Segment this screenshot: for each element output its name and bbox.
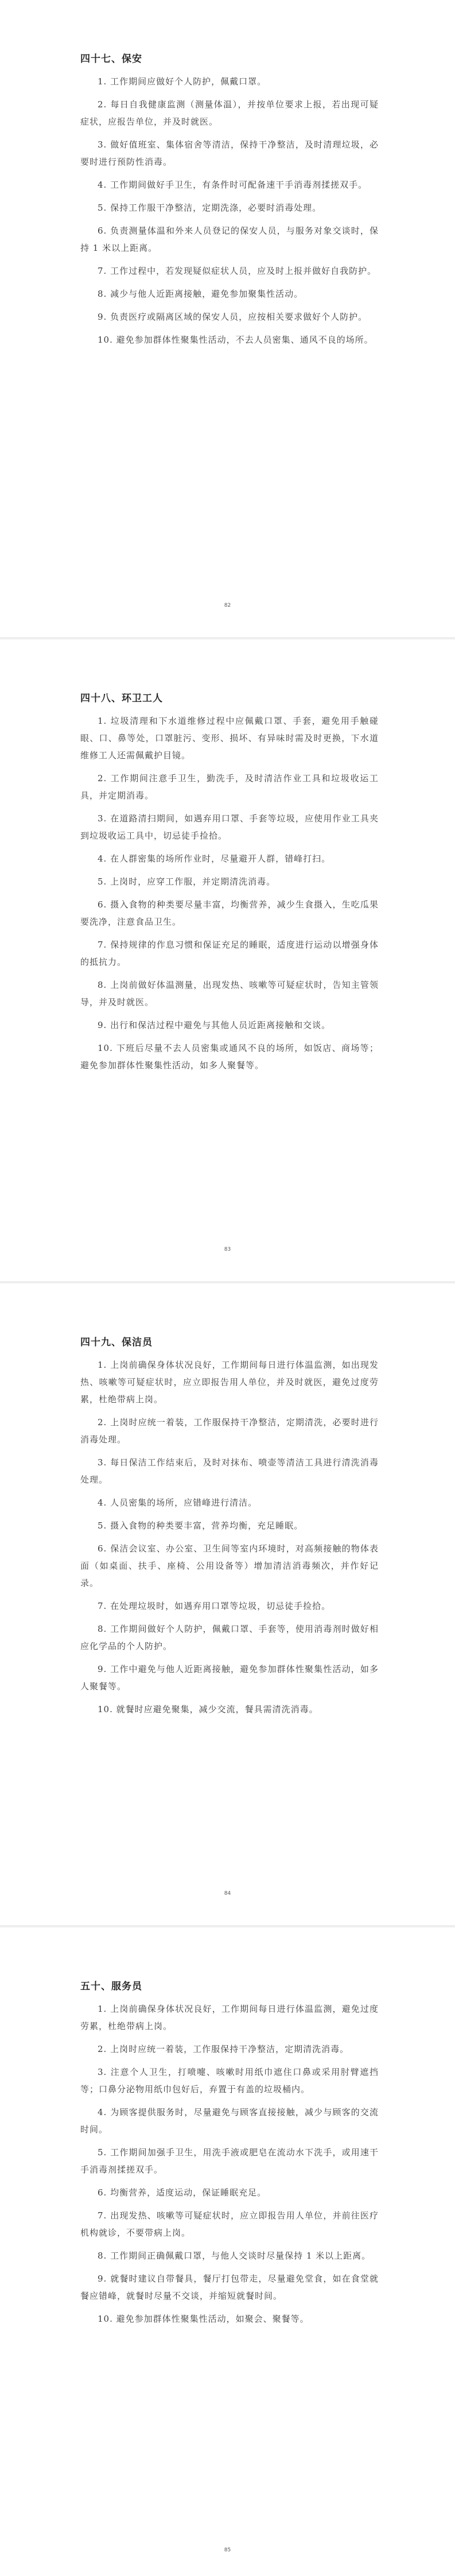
section-block (80, 1978, 379, 2333)
section-block (80, 690, 379, 1080)
paragraph: 7. 保持规律的作息习惯和保证充足的睡眠，适度进行运动以增强身体的抵抗力。 (80, 940, 379, 967)
paragraph: 4. 人员密集的场所，应错峰进行清洁。 (98, 1498, 258, 1508)
paragraph: 3. 每日保洁工作结束后，及时对抹布、喷壶等清洁工具进行清洗消毒处理。 (80, 1457, 379, 1485)
paragraph: 10. 下班后尽量不去人员密集或通风不良的场所，如饭店、商场等；避免参加群体性聚集性活动，如多人聚餐等。 (80, 1043, 379, 1070)
paragraph: 5. 摄入食物的种类要丰富，营养均衡，充足睡眠。 (98, 1520, 304, 1531)
paragraph: 5. 工作期间加强手卫生，用洗手液或肥皂在流动水下洗手，或用速干手消毒剂揉搓双手。 (80, 2147, 379, 2175)
paragraph: 6. 负责测量体温和外来人员登记的保安人员，与服务对象交谈时，保持 1 米以上距离。 (80, 226, 379, 253)
paragraph: 2. 上岗时应统一着装，工作服保持干净整洁，定期清洗，必要时进行消毒处理。 (80, 1417, 379, 1445)
paragraph: 4. 为顾客提供服务时，尽量避免与顾客直接接触，减少与顾客的交流时间。 (80, 2107, 379, 2135)
paragraph: 1. 工作期间应做好个人防护，佩戴口罩。 (98, 76, 267, 87)
paragraph: 7. 出现发热、咳嗽等可疑症状时，应立即报告用人单位，并前往医疗机构就诊，不要带病上岗。 (80, 2210, 379, 2238)
paragraph: 2. 每日自我健康监测（测量体温），并按单位要求上报，若出现可疑症状，应报告单位，并及时就医。 (80, 99, 379, 127)
paragraph: 3. 做好值班室、集体宿舍等清洁，保持干净整洁，及时清理垃圾，必要时进行预防性消毒。 (80, 139, 379, 167)
paragraph: 4. 在人群密集的场所作业时，尽量避开人群，错峰打扫。 (98, 854, 331, 864)
section-title: 四十九、保洁员 (80, 1337, 153, 1348)
paragraph: 1. 上岗前确保身体状况良好，工作期间每日进行体温监测，如出现发热、咳嗽等可疑症状时，应立即报告用人单位，并及时就医，避免过度劳累，杜绝带病上岗。 (80, 1360, 379, 1405)
paragraph: 5. 保持工作服干净整洁，定期洗涤，必要时消毒处理。 (98, 203, 322, 213)
paragraph: 9. 工作中避免与他人近距离接触，避免参加群体性聚集性活动，如多人聚餐等。 (80, 1664, 379, 1692)
paragraph: 2. 工作期间注意手卫生，勤洗手，及时清洁作业工具和垃圾收运工具，并定期消毒。 (80, 773, 379, 801)
section-title: 四十七、保安 (80, 53, 142, 65)
section-title: 五十、服务员 (80, 1981, 142, 1992)
document-page (0, 1283, 455, 1925)
paragraph: 2. 上岗时应统一着装，工作服保持干净整洁，定期清洗消毒。 (98, 2044, 349, 2054)
paragraph: 9. 出行和保洁过程中避免与其他人员近距离接触和交谈。 (98, 1020, 331, 1030)
paragraph: 1. 上岗前确保身体状况良好，工作期间每日进行体温监测，避免过度劳累，杜绝带病上岗。 (80, 2004, 379, 2031)
paragraph: 8. 工作期间做好个人防护，佩戴口罩、手套等，使用消毒剂时做好相应化学品的个人防护。 (80, 1624, 379, 1651)
document-page (0, 0, 455, 637)
paragraph: 3. 在道路清扫期间，如遇弃用口罩、手套等垃圾，应使用作业工具夹到垃圾收运工具中，切忌徒手捡拾。 (80, 813, 379, 841)
section-block (80, 1334, 379, 1724)
paragraph: 8. 上岗前做好体温测量，出现发热、咳嗽等可疑症状时，告知主管领导，并及时就医。 (80, 980, 379, 1007)
paragraph: 10. 避免参加群体性聚集性活动，不去人员密集、通风不良的场所。 (98, 335, 374, 345)
paragraph: 8. 工作期间正确佩戴口罩，与他人交谈时尽量保持 1 米以上距离。 (98, 2251, 371, 2261)
paragraph: 1. 垃圾清理和下水道维修过程中应佩戴口罩、手套，避免用手触碰眼、口、鼻等处，口罩脏污、变形、损坏、有异味时需及时更换，下水道维修工人还需佩戴护目镜。 (80, 716, 379, 761)
page-number: 82 (224, 603, 231, 608)
paragraph: 10. 就餐时应避免聚集，减少交流，餐具需清洗消毒。 (98, 1704, 318, 1714)
document-page (0, 1927, 455, 2576)
paragraph: 5. 上岗时，应穿工作服，并定期清洗消毒。 (98, 876, 276, 887)
document-page (0, 639, 455, 1281)
page-number: 83 (224, 1247, 231, 1252)
paragraph: 10. 避免参加群体性聚集性活动，如聚会、聚餐等。 (98, 2314, 309, 2324)
paragraph: 8. 减少与他人近距离接触，避免参加聚集性活动。 (98, 289, 304, 299)
paragraph: 7. 在处理垃圾时，如遇弃用口罩等垃圾，切忌徒手捡拾。 (98, 1601, 331, 1611)
paragraph: 9. 就餐时建议自带餐具，餐厅打包带走，尽量避免堂食，如在食堂就餐应错峰，就餐时尽量不交谈，并缩短就餐时间。 (80, 2274, 379, 2301)
paragraph: 7. 工作过程中，若发现疑似症状人员，应及时上报并做好自我防护。 (98, 266, 377, 276)
section-title: 四十八、环卫工人 (80, 693, 163, 704)
paragraph: 6. 保洁会议室、办公室、卫生间等室内环境时，对高频接触的物体表面（如桌面、扶手、座椅、公用设备等）增加清洁消毒频次，并作好记录。 (80, 1543, 379, 1588)
paragraph: 6. 摄入食物的种类要尽量丰富，均衡营养，减少生食摄入，生吃瓜果要洗净，注意食品卫生。 (80, 899, 379, 927)
page-number: 85 (224, 2547, 231, 2553)
section-block (80, 51, 379, 354)
paragraph: 3. 注意个人卫生，打喷嚏、咳嗽时用纸巾遮住口鼻或采用肘臂遮挡等；口鼻分泌物用纸巾包好后，弃置于有盖的垃圾桶内。 (80, 2067, 379, 2094)
page-number: 84 (224, 1891, 231, 1896)
paragraph: 6. 均衡营养，适度运动，保证睡眠充足。 (98, 2187, 267, 2198)
paragraph: 9. 负责医疗或隔离区域的保安人员，应按相关要求做好个人防护。 (98, 312, 368, 322)
paragraph: 4. 工作期间做好手卫生，有条件时可配备速干手消毒剂揉搓双手。 (98, 180, 368, 190)
